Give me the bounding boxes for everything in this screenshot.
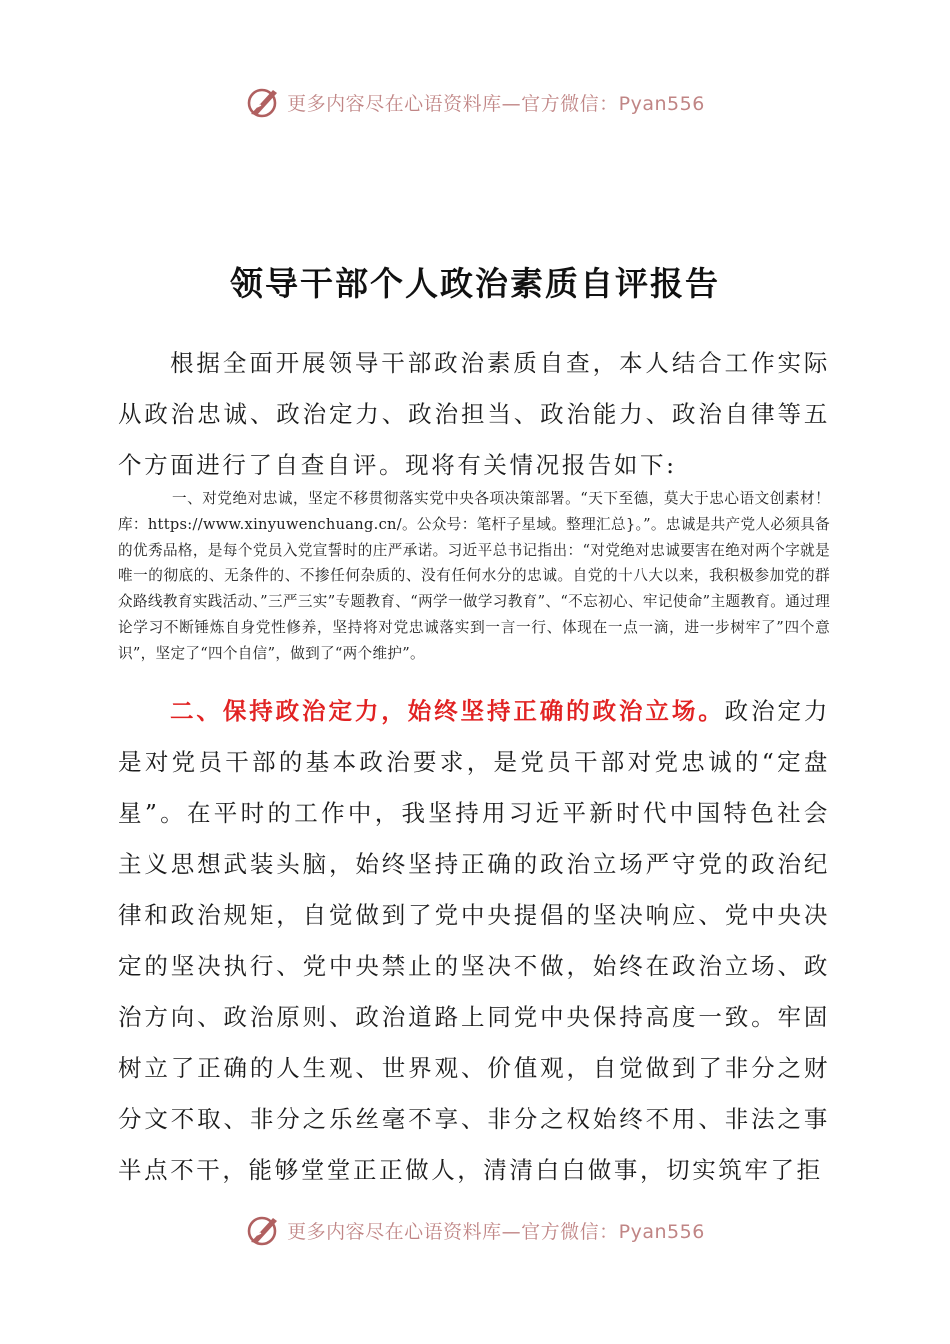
pen-circle-logo-icon [245, 84, 281, 120]
document-title: 领导干部个人政治素质自评报告 [230, 264, 720, 303]
section-2-paragraph [118, 686, 830, 1196]
intro-paragraph: 根据全面开展领导干部政治素质自查，本人结合工作实际从政治忠诚、政治定力、政治担当、政治能力、政治自律等五个方面进行了自查自评。现将有关情况报告如下: [118, 349, 830, 479]
section-1-paragraph: 一、对党绝对忠诚，坚定不移贯彻落实党中央各项决策部署。“天下至德，莫大于忠心语文创素材！库：https://www.xinyuwenchuang.cn/。公众号：笔杆子星域。整理汇总}。”。忠诚是共产党人必须具备的优秀品格，是每个党员入党宣誓时的庄严承诺。习近平总书记指出：“对党绝对忠诚要害在绝对两个字就是唯一的彻底的、无条件的、不掺任何杂质的、没有任何水分的忠诚。自党的十八大以来，我积极参加党的群众路线教育实践活动、”三严三实”专题教育、“两学一做学习教育”、“不忘初心、牢记使命”主题教育。通过理论学习不断锤炼自身党性修养，坚持将对党忠诚落实到一言一行、体现在一点一滴，进一步树牢了”四个意识”，坚定了“四个自信”，做到了“两个维护”。 [118, 490, 830, 662]
watermark-text: 更多内容尽在心语资料库—官方微信：Pyan556 [287, 1220, 705, 1243]
header-watermark-banner [0, 80, 950, 124]
section-2-body: 政治定力是对党员干部的基本政治要求，是党员干部对党忠诚的“定盘星”。在平时的工作中，我坚持用习近平新时代中国特色社会主义思想武装头脑，始终坚持正确的政治立场严守党的政治纪律和政治规矩，自觉做到了党中央提倡的坚决响应、党中央决定的坚决执行、党中央禁止的坚决不做，始终在政治立场、政治方向、政治原则、政治道路上同党中央保持高度一致。牢固树立了正确的人生观、世界观、价值观，自觉做到了非分之财分文不取、非分之乐丝毫不享、非分之权始终不用、非法之事半点不干，能够堂堂正正做人，清清白白做事，切实筑牢了拒 [118, 697, 830, 1184]
pen-circle-logo-icon [245, 1212, 281, 1248]
section-2-heading: 二、保持政治定力，始终坚持正确的政治立场。 [170, 697, 725, 725]
footer-watermark-banner [0, 1208, 950, 1252]
watermark-text: 更多内容尽在心语资料库—官方微信：Pyan556 [287, 92, 705, 115]
